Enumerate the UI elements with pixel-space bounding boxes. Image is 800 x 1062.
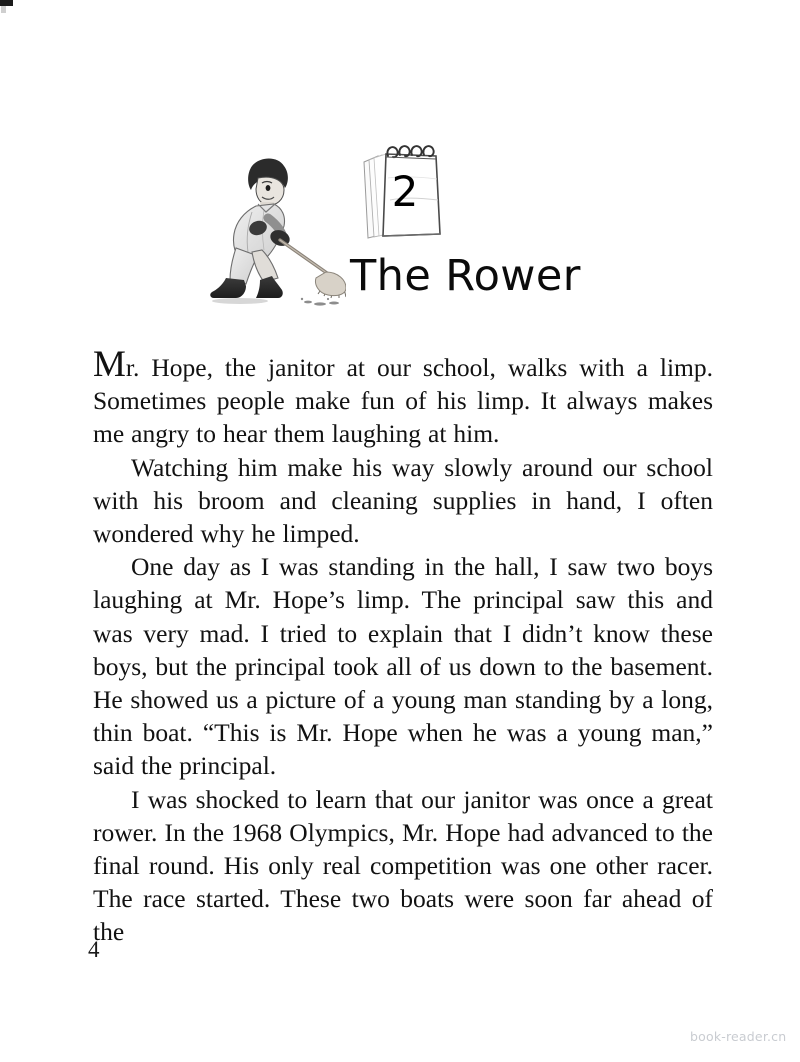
paragraph-1 [93, 344, 713, 451]
chapter-header [0, 0, 800, 330]
page-number: 4 [88, 937, 100, 962]
chapter-title: The Rower [350, 251, 581, 301]
chapter-number: 2 [391, 167, 419, 216]
paragraph-1-lead: r. [125, 353, 140, 382]
paragraph-3: One day as I was standing in the hall, I saw two boys laughing at Mr. Hope’s limp. The principal saw this and was very mad. I tried to explain that I didn’t know these boys, but the principal took all of us down to the basement. He showed us a picture of a young man standing by a long, thin boat. “This is Mr. Hope when he was a young man,” said the principal. [93, 552, 713, 781]
paragraph-2: Watching him make his way slowly around our school with his broom and cleaning supplies in hand, I often wondered why he limped. [93, 452, 713, 549]
paragraph-4: I was shocked to learn that our janitor was once a great rower. In the 1968 Olympics, Mr. Hope had advanced to the final round. His only real competition was one other racer. The race started. These two boats were soon far ahead of the [93, 784, 713, 947]
drop-cap-letter: M [93, 344, 126, 385]
site-watermark: book-reader.cn [690, 1029, 787, 1044]
janitor-sweeping-illustration [196, 152, 346, 310]
paragraph-1-text: Hope, the janitor at our school, walks with a limp. Sometimes people make fun of his limp. It always makes me angry to hear them laughing at him. [93, 353, 713, 449]
body-text-block [93, 344, 713, 949]
